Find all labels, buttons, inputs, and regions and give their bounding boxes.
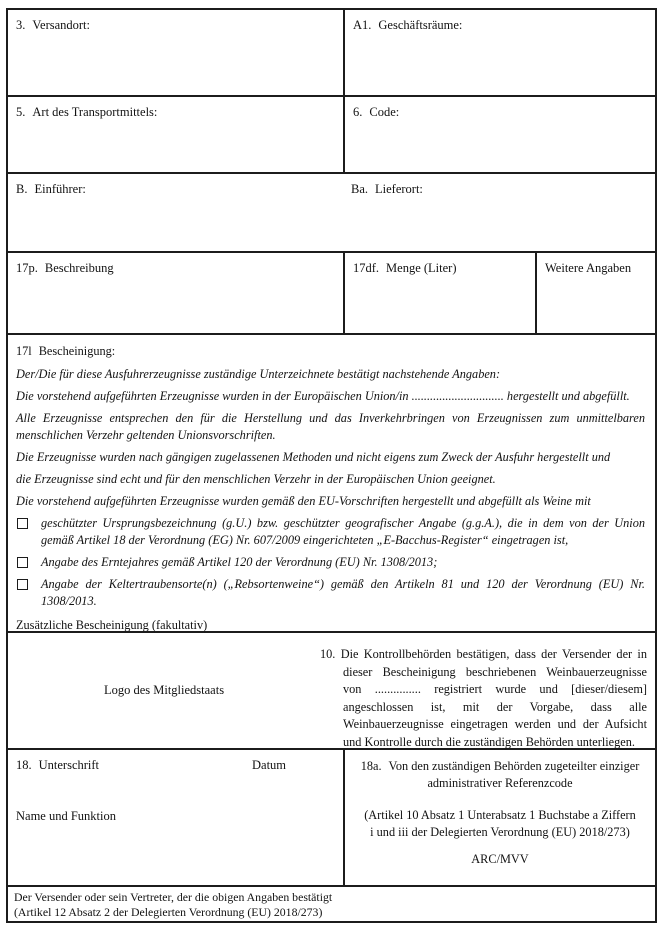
row-versandort-geschaeftsraeume bbox=[8, 10, 655, 97]
field-label: Code: bbox=[369, 105, 400, 119]
field-geschaeftsraeume bbox=[343, 10, 655, 95]
field-label: Menge (Liter) bbox=[386, 261, 457, 275]
row-footer bbox=[8, 887, 655, 923]
datum-label: Datum bbox=[252, 758, 287, 772]
field-versandort bbox=[8, 10, 343, 95]
checkbox-label: Angabe der Keltertraubensorte(n) („Rebsortenweine“) gemäß den Artikeln 81 und 120 der Verordnung (EU) Nr. 1308/2013. bbox=[41, 577, 645, 608]
footer-line-2: (Artikel 12 Absatz 2 der Delegierten Verordnung (EU) 2018/273) bbox=[14, 905, 323, 919]
row-unterschrift-referenzcode bbox=[8, 750, 655, 887]
field-beschreibung bbox=[8, 253, 343, 333]
certification-paragraph: Die Erzeugnisse wurden nach gängigen zugelassenen Methoden und nicht eigens zum Zweck der Ausfuhr hergestellt und bbox=[16, 450, 611, 464]
zusaetzliche-bescheinigung-label: Zusätzliche Bescheinigung (fakultativ) bbox=[16, 618, 208, 631]
field-label: Weitere Angaben bbox=[545, 261, 632, 275]
field-code bbox=[343, 97, 655, 172]
statement-text: Die Kontrollbehörden bestätigen, dass der Versender der in dieser Bescheinigung beschriebenen Weinbauerzeugnisse von ............... registriert wurde und [dieser/diesem] angeschlossen ist, mit der Vorgabe, dass alle Weinbauerzeugnisse eingetragen werden und der Aufsicht und Kontrolle durch die zuständigen Behörden unterliegen. bbox=[340, 647, 647, 749]
referenzcode-title bbox=[353, 758, 647, 792]
checkbox-item-rebsorten bbox=[16, 576, 645, 610]
field-number: Ba. bbox=[351, 182, 369, 196]
logo-label: Logo des Mitgliedstaats bbox=[103, 683, 225, 697]
field-label: Unterschrift bbox=[38, 758, 100, 772]
field-number: B. bbox=[16, 182, 28, 196]
field-number: 18. bbox=[16, 758, 32, 772]
name-funktion-label: Name und Funktion bbox=[16, 809, 116, 823]
row-kontrollbehoerden bbox=[8, 633, 655, 750]
row-transportmittel-code bbox=[8, 97, 655, 174]
field-number: 3. bbox=[16, 18, 26, 32]
row-einfuehrer-lieferort bbox=[8, 174, 655, 253]
kontrollbehoerden-paragraph bbox=[320, 646, 647, 751]
field-transportmittel bbox=[8, 97, 343, 172]
certification-paragraph: Der/Die für diese Ausfuhrerzeugnisse zuständige Unterzeichnete bestätigt nachstehende Angaben: bbox=[16, 367, 501, 381]
field-label: Lieferort: bbox=[375, 182, 423, 196]
footer-text bbox=[14, 890, 332, 920]
field-weitere-angaben bbox=[535, 253, 655, 333]
checkbox-item-gu-gga bbox=[16, 515, 645, 549]
field-label: Art des Transportmittels: bbox=[32, 105, 158, 119]
member-state-logo-placeholder bbox=[8, 633, 320, 748]
field-number: 10. bbox=[320, 647, 336, 661]
bescheinigung-title bbox=[16, 344, 645, 359]
checkbox-label: geschützter Ursprungsbezeichnung (g.U.) bzw. geschützter geografischer Angabe (g.g.A.), die in dem von der Union gemäß Artikel 18 der Verordnung (EG) Nr. 607/2009 eingerichteten „E-Bacchus-Register“ eingetragen ist, bbox=[41, 516, 645, 547]
field-number: 17p. bbox=[16, 261, 38, 275]
row-bescheinigung bbox=[8, 335, 655, 633]
field-label: Bescheinigung: bbox=[38, 344, 116, 358]
checkbox-item-erntejahr bbox=[16, 554, 645, 571]
footer-line-1: Der Versender oder sein Vertreter, der die obigen Angaben bestätigt bbox=[14, 890, 333, 904]
certification-paragraph: Die vorstehend aufgeführten Erzeugnisse wurden in der Europäischen Union/in .............................. hergestellt und abgefüllt. bbox=[16, 389, 630, 403]
field-referenzcode bbox=[343, 750, 655, 885]
field-label: Von den zuständigen Behörden zugeteilter einziger administrativer Referenzcode bbox=[388, 759, 640, 790]
checkbox-label: Angabe des Erntejahres gemäß Artikel 120 der Verordnung (EU) Nr. 1308/2013; bbox=[41, 555, 438, 569]
field-label: Einführer: bbox=[34, 182, 86, 196]
kontrollbehoerden-statement bbox=[320, 633, 655, 748]
checkbox-icon[interactable] bbox=[17, 557, 28, 568]
field-unterschrift bbox=[8, 750, 343, 885]
bescheinigung-section bbox=[8, 335, 655, 631]
certification-paragraph: Alle Erzeugnisse entsprechen den für die Herstellung und das Inverkehrbringen von Erzeugnissen zum unmittelbaren menschlichen Verzehr geltenden Unionsvorschriften. bbox=[16, 411, 645, 442]
arc-mvv-label: ARC/MVV bbox=[471, 852, 529, 866]
row-beschreibung-menge bbox=[8, 253, 655, 335]
certificate-form bbox=[6, 8, 657, 923]
field-label: Versandort: bbox=[32, 18, 90, 32]
field-number: A1. bbox=[353, 18, 372, 32]
field-label: Beschreibung bbox=[44, 261, 114, 275]
field-einfuehrer bbox=[8, 174, 343, 251]
field-lieferort bbox=[343, 174, 655, 251]
certification-paragraph: die Erzeugnisse sind echt und für den menschlichen Verzehr in der Europäischen Union geeignet. bbox=[16, 472, 496, 486]
field-menge bbox=[343, 253, 535, 333]
checkbox-icon[interactable] bbox=[17, 579, 28, 590]
certification-paragraph: Die vorstehend aufgeführten Erzeugnisse wurden gemäß den EU-Vorschriften hergestellt und abgefüllt als Weine mit bbox=[16, 494, 591, 508]
checkbox-icon[interactable] bbox=[17, 518, 28, 529]
field-number: 6. bbox=[353, 105, 363, 119]
field-label: Geschäftsräume: bbox=[378, 18, 463, 32]
referenzcode-legal-basis: (Artikel 10 Absatz 1 Unterabsatz 1 Buchstabe a Ziffern i und iii der Delegierten Verordnung (EU) 2018/273) bbox=[364, 808, 636, 839]
field-number: 17df. bbox=[353, 261, 380, 275]
field-number: 17l bbox=[16, 344, 32, 358]
field-number: 18a. bbox=[360, 759, 382, 773]
field-number: 5. bbox=[16, 105, 26, 119]
